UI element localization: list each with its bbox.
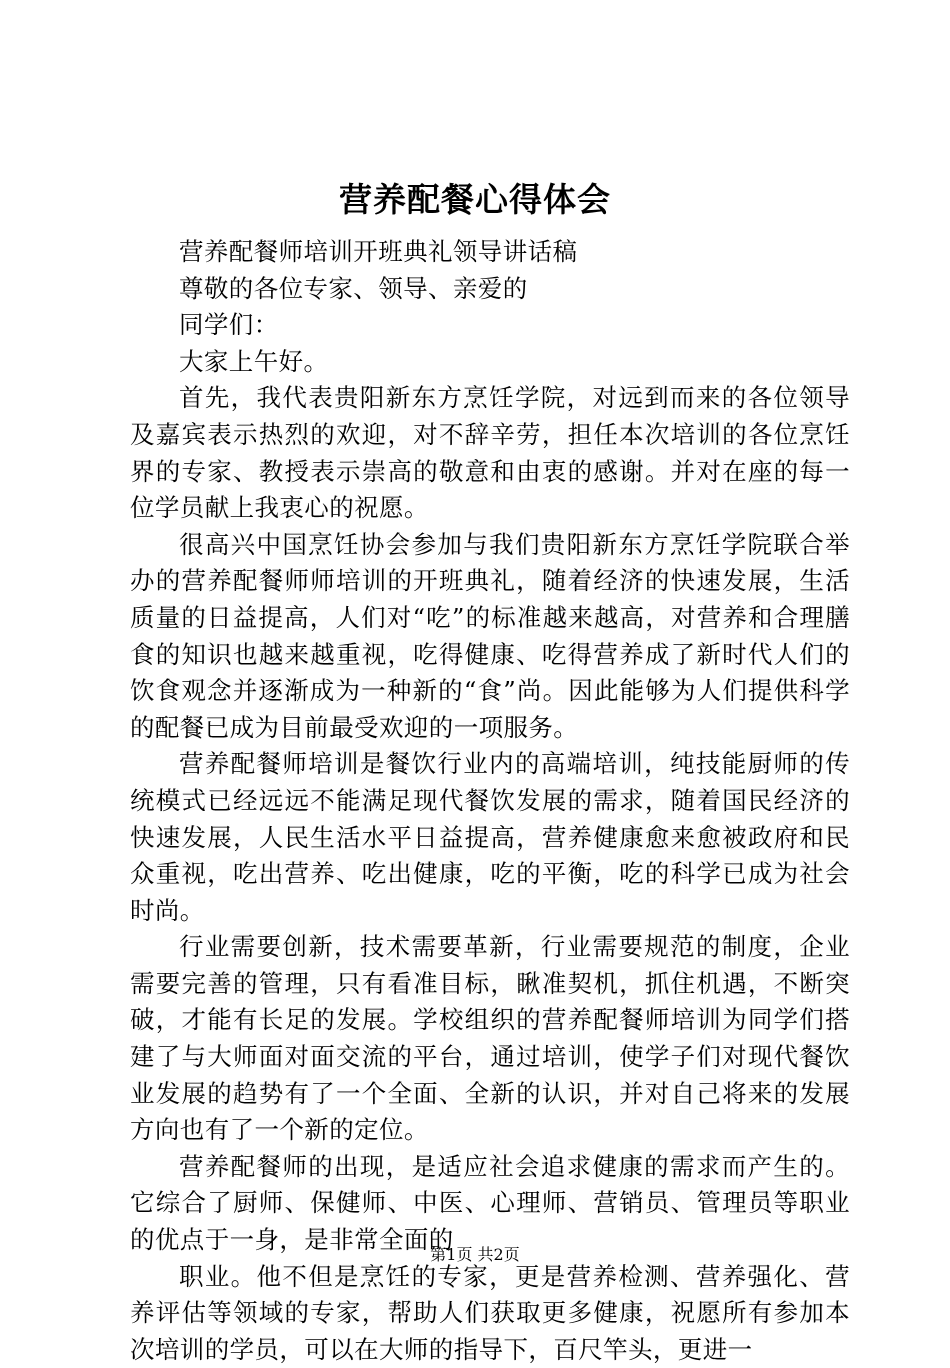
body-paragraph: 很高兴中国烹饪协会参加与我们贵阳新东方烹饪学院联合举办的营养配餐师师培训的开班典礼，随着经济的快速发展，生活质量的日益提高，人们对“吃”的标准越来越高，对营养和合理膳食的知识也越来越重视，吃得健康、吃得营养成了新时代人们的饮食观念并逐渐成为一种新的“食”尚。因此能够为人们提供科学的配餐已成为目前最受欢迎的一项服务。 bbox=[130, 529, 850, 742]
page-footer: 第1页 共2页 bbox=[430, 1245, 520, 1264]
body-paragraph: 职业。他不但是烹饪的专家，更是营养检测、营养强化、营养评估等领域的专家，帮助人们获取更多健康，祝愿所有参加本次培训的学员，可以在大师的指导下，百尺竿头，更进一 bbox=[130, 1261, 850, 1364]
body-paragraph: 行业需要创新，技术需要革新，行业需要规范的制度，企业需要完善的管理，只有看准目标，瞅准契机，抓住机遇，不断突破，才能有长足的发展。学校组织的营养配餐师培训为同学们搭建了与大师面对面交流的平台，通过培训，使学子们对现代餐饮业发展的趋势有了一个全面、全新的认识，并对自己将来的发展方向也有了一个新的定位。 bbox=[130, 932, 850, 1145]
body-paragraph: 营养配餐师的出现，是适应社会追求健康的需求而产生的。它综合了厨师、保健师、中医、心理师、营销员、管理员等职业的优点于一身，是非常全面的 bbox=[130, 1151, 850, 1255]
document-title: 营养配餐心得体会 bbox=[339, 180, 611, 219]
body-paragraph: 营养配餐师培训是餐饮行业内的高端培训，纯技能厨师的传统模式已经远远不能满足现代餐饮发展的需求，随着国民经济的快速发展，人民生活水平日益提高，营养健康愈来愈被政府和民众重视，吃出营养、吃出健康，吃的平衡，吃的科学已成为社会时尚。 bbox=[130, 749, 850, 925]
document-body bbox=[130, 234, 850, 1368]
body-paragraph: 尊敬的各位专家、领导、亲爱的 bbox=[179, 273, 528, 303]
body-paragraph: 营养配餐师培训开班典礼领导讲话稿 bbox=[179, 237, 578, 266]
body-paragraph: 大家上午好。 bbox=[179, 346, 329, 376]
body-paragraph: 同学们： bbox=[179, 310, 279, 340]
body-paragraph: 首先，我代表贵阳新东方烹饪学院，对远到而来的各位领导及嘉宾表示热烈的欢迎，对不辞辛劳，担任本次培训的各位烹饪界的专家、教授表示崇高的敬意和由衷的感谢。并对在座的每一位学员献上我衷心的祝愿。 bbox=[130, 383, 850, 523]
